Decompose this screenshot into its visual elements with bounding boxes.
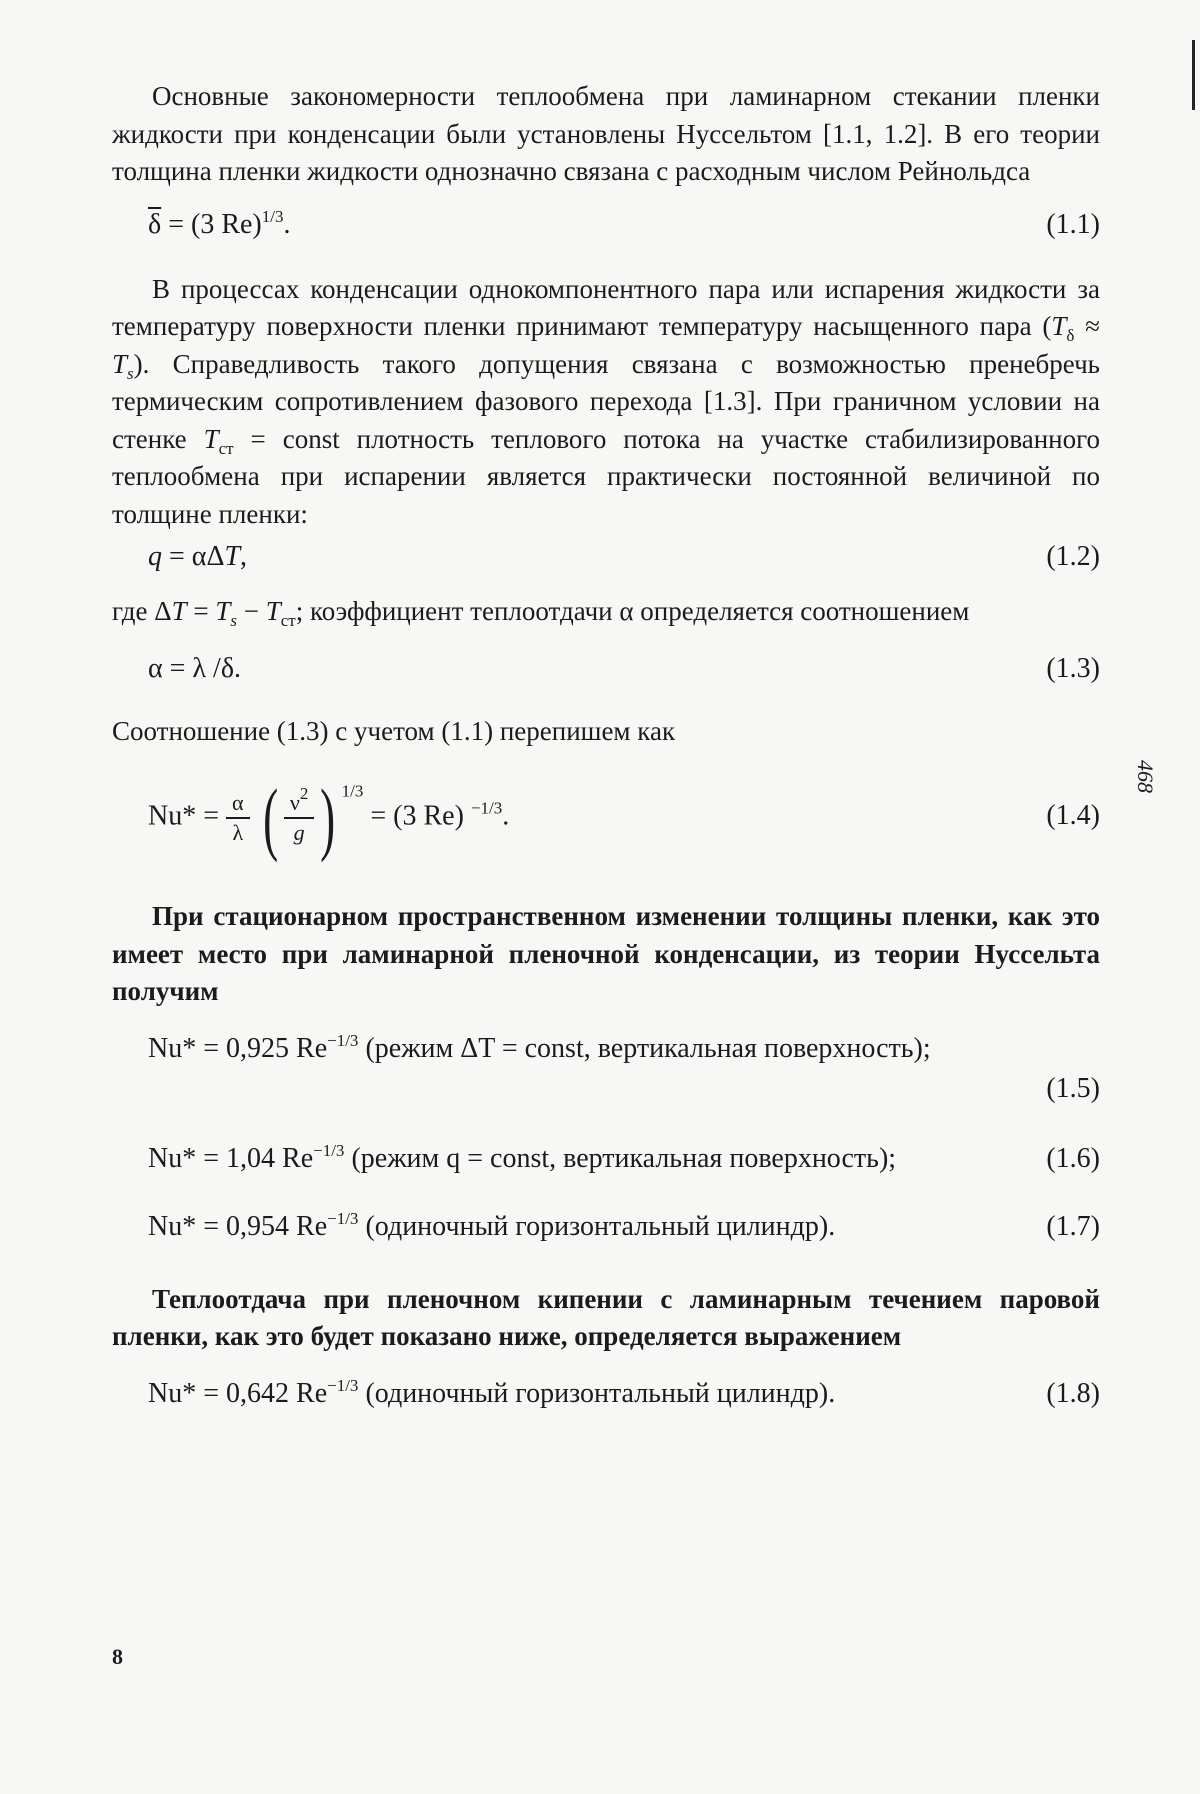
equation-1-1: $\overline{\delta} = (3$ Re)$^{1/3}$. (1.1) [112,205,1100,245]
page-number: 8 [112,1644,123,1669]
equation-number: (1.8) [1046,1377,1100,1409]
paragraph-where: где $\Delta T = T_s - T_{ст}$; коэффициент теплоотдачи α определяется соотношением [112,596,970,630]
fraction-nu-g: $\frac{\nu^2}{g}$ [284,789,314,847]
page-edge-mark [1192,40,1195,110]
fraction-alpha-lambda: $\frac{\alpha}{\lambda}$ [226,789,250,847]
equation-number: (1.4) [1046,800,1100,831]
equation-number: (1.2) [1046,541,1100,572]
equation-number: (1.7) [1046,1210,1100,1242]
paragraph-film-boiling: Теплоотдача при пленочном кипении с ламинарным течением паровой пленки, как это будет показано ниже, определяется выражением [112,1283,1100,1351]
equation-1-5-number-row [112,1069,1100,1109]
equation-number: (1.3) [1046,652,1100,684]
paragraph-stationary: При стационарном пространственном изменении толщины пленки, как это имеет место при ламинарной пленочной конденсации, из теории Нуссельта получим [112,901,1100,1006]
equation-1-6: Nu* = 1,04 $Re^{-1/3}$ (режим q = const, вертикальная поверхность); (1.6) [112,1139,1100,1179]
equation-1-7: Nu* = 0,954 $Re^{-1/3}$ (одиночный горизонтальный цилиндр). (1.7) [112,1207,1100,1247]
paragraph-nusselt-intro: Основные закономерности теплообмена при ламинарном стекании пленки жидкости при конденсации были установлены Нуссельтом [1.1, 1.2]. В его теории толщина пленки жидкости однозначно связана с расходным числом Рейнольдса [112,81,1100,186]
equation-1-3: α = λ /δ. (1.3) [112,649,1100,689]
equation-1-5: Nu* = 0,925 $Re^{-1/3}$ (режим ΔT = const, вертикальная поверхность); [148,1030,931,1064]
page-content [112,78,1100,1414]
equation-1-2: q = αΔT, (1.2) [112,537,1100,577]
equation-number: (1.1) [1046,208,1100,240]
margin-note: 468 [1133,760,1158,793]
paragraph-rewrite: Соотношение (1.3) с учетом (1.1) перепишем как [112,715,676,746]
equation-number: (1.6) [1046,1142,1100,1174]
equation-number: (1.5) [1046,1072,1100,1104]
paragraph-evaporation: В процессах конденсации однокомпонентного пара или испарения жидкости за температуру поверхности пленки принимают температуру насыщенного пара $(T_\delta \approx T_s)$. Справедливость такого допущения связана с возможностью пренебречь термическим сопротивлением фазового перехода [1.3]. При граничном условии на стенке $T_{ст}$ = const плотность теплового потока на участке стабилизированного теплообмена при испарении является практически постоянной величиной по толщине пленки: [112,273,1100,529]
equation-1-8: Nu* = 0,642 $Re^{-1/3}$ (одиночный горизонтальный цилиндр). (1.8) [112,1374,1100,1414]
equation-1-4: Nu* = $\frac{\alpha}{\lambda}$ ( $\frac{\nu^2}{g}$ ) $^{1/3}$ = (3 Re) $^{-1/3}$. (1.4) [112,768,1100,864]
